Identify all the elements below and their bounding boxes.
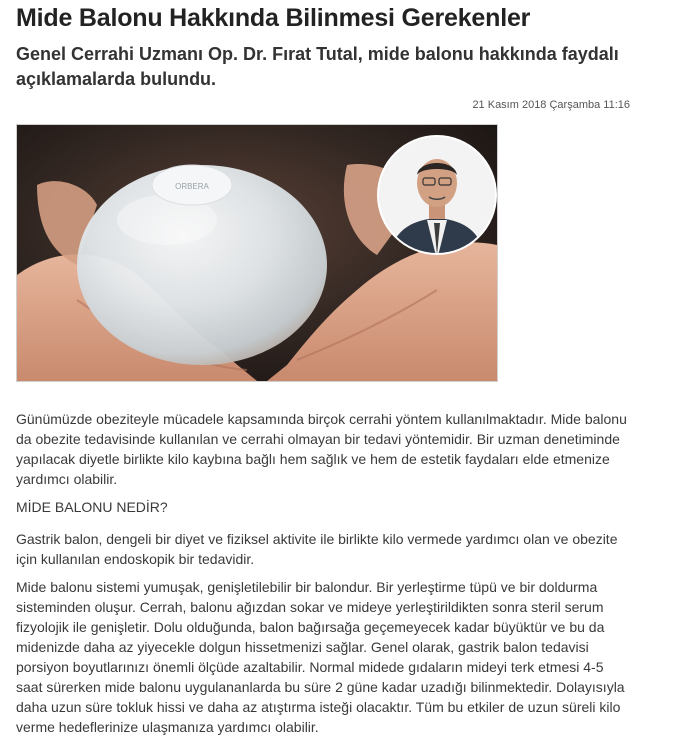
balloon-brand-text: ORBERA [175,182,209,191]
section-heading: MİDE BALONU NEDİR? [16,499,168,515]
article-spot: Genel Cerrahi Uzmanı Op. Dr. Fırat Tutal, mide balonu hakkında faydalı açıklamalarda bulundu. [16,44,619,89]
hero-image[interactable] [16,124,498,382]
article-title: Mide Balonu Hakkında Bilinmesi Gerekenler [16,4,531,32]
gastric-balloon-photo [17,125,497,381]
paragraph-definition: Gastrik balon, dengeli bir diyet ve fiziksel aktivite ile birlikte kilo vermede yardımcı olan ve obezite için kullanılan endoskopik bir tedavidir. [16,531,618,567]
article-body [16,409,628,745]
paragraph-details: Mide balonu sistemi yumuşak, genişletilebilir bir balondur. Bir yerleştirme tüpü ve bir doldurma sisteminden oluşur. Cerrah, balonu ağızdan sokar ve mideye yerleştirildikten sonra steril serum fizyolojik ile genişletir. Dolu olduğunda, balon bağırsağa geçemeyecek kadar büyüktür ve bu da midenizde daha az yiyecekle dolgun hissetmenizi sağlar. Genel olarak, gastrik balon tedavisi porsiyon boyutlarınızı önemli ölçüde azaltabilir. Normal midede gıdaların mideyi terk etmesi 4-5 saat sürerken mide balonu uygulananlarda bu süre 2 güne kadar uzadığı bilinmektedir. Dolayısıyla daha uzun süre tokluk hissi ve daha az atıştırma isteği olacaktır. Tüm bu etkiler de uzun süreli kilo verme hedeflerinize ulaşmanıza yardımcı olabilir. [16,579,625,735]
publish-date: 21 Kasım 2018 Çarşamba 11:16 [472,99,630,111]
paragraph-intro: Günümüzde obeziteyle mücadele kapsamında birçok cerrahi yöntem kullanılmaktadır. Mide balonu da obezite tedavisinde kullanılan ve cerrahi olmayan bir tedavi yöntemidir. Bir uzman denetiminde yapılacak diyetle birlikte kilo kaybına bağlı hem sağlık ve hem de estetik faydaları elde etmenize yardımcı olabilir. [16,411,627,487]
